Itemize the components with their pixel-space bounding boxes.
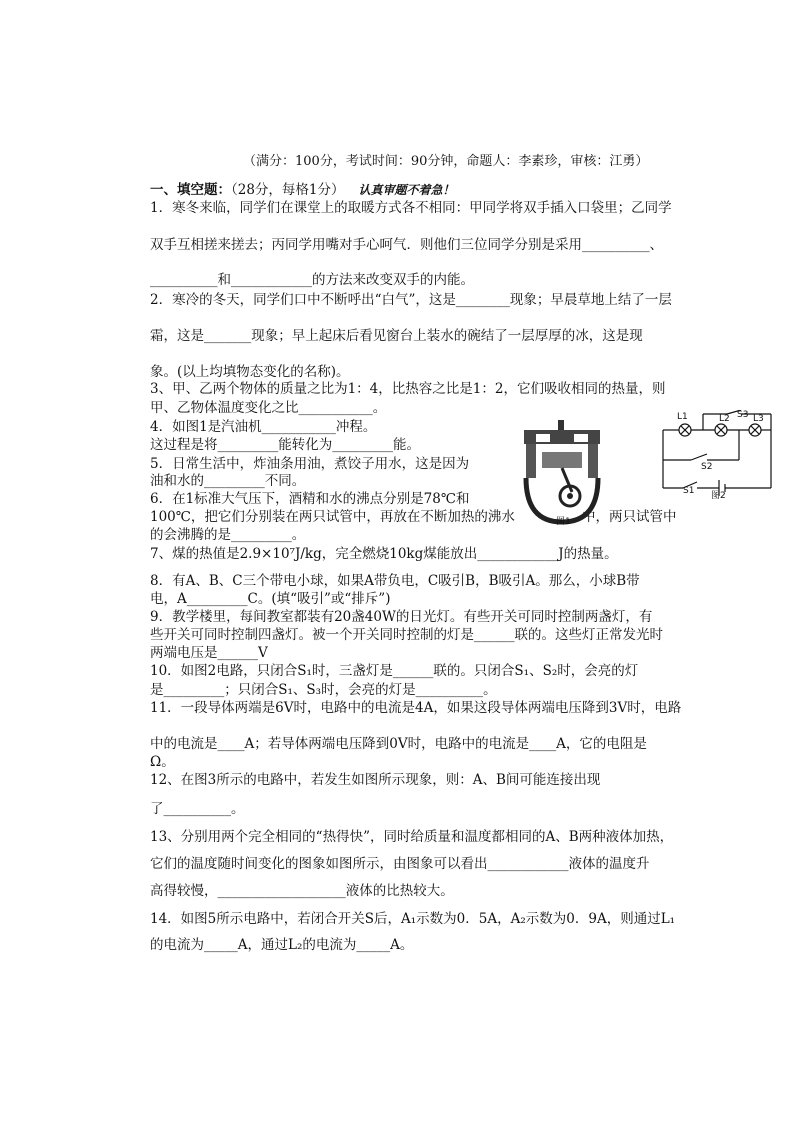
question-line: 了__________。 — [150, 801, 245, 817]
label-l3: L3 — [753, 414, 764, 424]
question-line: 它们的温度随时间变化的图象如图所示，由图象可以看出____________液体的温度升 — [150, 856, 650, 872]
question-line: 12、在图3所示的电路中，若发生如图所示现象，则：A、B间可能连接出现 — [150, 772, 601, 788]
question-line: 霜，这是_______现象；早上起床后看见窗台上装水的碗结了一层厚厚的冰，这是现 — [150, 328, 643, 344]
question-line: 100℃，把它们分别装在两只试管中，再放在不断加热的沸水 — [150, 509, 515, 525]
figure-2-caption: 图2 — [711, 491, 726, 501]
question-line: 中的电流是____A；若导体两端电压降到0V时，电路中的电流是____A，它的电阻是 — [150, 736, 647, 752]
question-line: __________和____________的方法来改变双手的内能。 — [150, 272, 474, 288]
question-line: 10．如图2电路，只闭合S₁时，三盏灯是______联的。只闭合S₁、S₂时，会亮的灯 — [150, 663, 639, 679]
question-line: 是_________；只闭合S₁、S₃时，会亮的灯是__________。 — [150, 682, 497, 698]
engine-diagram — [512, 418, 612, 528]
question-line: 13、分别用两个完全相同的“热得快”，同时给质量和温度都相同的A、B两种液体加热， — [150, 829, 674, 845]
question-line: 8．有A、B、C三个带电小球，如果A带负电，C吸引B，B吸引A。那么，小球B带 — [150, 573, 640, 589]
label-l2: L2 — [719, 414, 730, 424]
exam-header: （满分：100分，考试时间：90分钟，命题人：李素珍，审核：江勇） — [243, 154, 649, 169]
question-line: 两端电压是______V — [150, 645, 268, 661]
question-line: 电，A_________C。(填“吸引”或“排斥”) — [150, 591, 391, 607]
question-line: 2．寒冷的冬天，同学们口中不断呼出“白气”，这是________现象；早晨草地上结了一层 — [150, 292, 672, 308]
section-points: （28分，每格1分） — [231, 182, 345, 198]
label-s1: S1 — [683, 486, 695, 496]
question-line: 些开关可同时控制四盏灯。被一个开关同时控制的灯是______联的。这些灯正常发光时 — [150, 627, 663, 643]
question-line: 油和水的_________不同。 — [150, 473, 306, 489]
figure-1-engine — [512, 418, 612, 528]
question-line: 的会沸腾的是_________。 — [150, 527, 306, 543]
question-line: 3、甲、乙两个物体的质量之比为1：4，比热容之比是1：2，它们吸收相同的热量，则 — [150, 381, 666, 397]
label-s2: S2 — [701, 462, 713, 472]
question-line: 6．在1标准大气压下，酒精和水的沸点分别是78℃和 — [150, 491, 470, 507]
question-line: 14．如图5所示电路中，若闭合开关S后，A₁示数为0．5A，A₂示数为0．9A，则通过L₁ — [150, 911, 676, 927]
question-line: Ω。 — [150, 754, 175, 770]
label-s3: S3 — [737, 410, 749, 420]
question-line: 7、煤的热值是2.9×10⁷J/kg，完全燃烧10kg煤能放出____________J的热量。 — [150, 546, 618, 562]
question-line: 1．寒冬来临，同学们在课堂上的取暖方式各不相同：甲同学将双手插入口袋里；乙同学 — [150, 200, 672, 216]
question-line: 甲、乙物体温度变化之比___________。 — [150, 400, 387, 416]
question-line: 5．日常生活中，炸油条用油，煮饺子用水，这是因为 — [150, 456, 470, 472]
question-line: 的电流为_____A，通过L₂的电流为_____A。 — [150, 937, 414, 953]
question-line: 中，两只试管中 — [582, 509, 677, 525]
question-line: 高得较慢，___________________液体的比热较大。 — [150, 883, 454, 899]
figure-2-circuit — [655, 410, 777, 501]
section-title: 一、填空题： — [150, 182, 231, 198]
question-line: 这过程是将_________能转化为_________能。 — [150, 437, 420, 453]
section-note: 认真审题不着急！ — [358, 183, 455, 197]
question-line: 4．如图1是汽油机___________冲程。 — [150, 419, 377, 435]
section-heading — [150, 178, 455, 198]
question-line: 双手互相搓来搓去；丙同学用嘴对手心呵气．则他们三位同学分别是采用__________、 — [150, 237, 663, 253]
figure-1-caption: 图1 — [556, 517, 571, 527]
label-l1: L1 — [677, 412, 688, 422]
question-line: 11．一段导体两端是6V时，电路中的电流是4A，如果这段导体两端电压降到3V时，电路 — [150, 700, 682, 716]
question-line: 9．教学楼里，每间教室都装有20盏40W的日光灯。有些开关可同时控制两盏灯，有 — [150, 609, 653, 625]
question-line: 象。(以上均填物态变化的名称)。 — [150, 364, 350, 380]
